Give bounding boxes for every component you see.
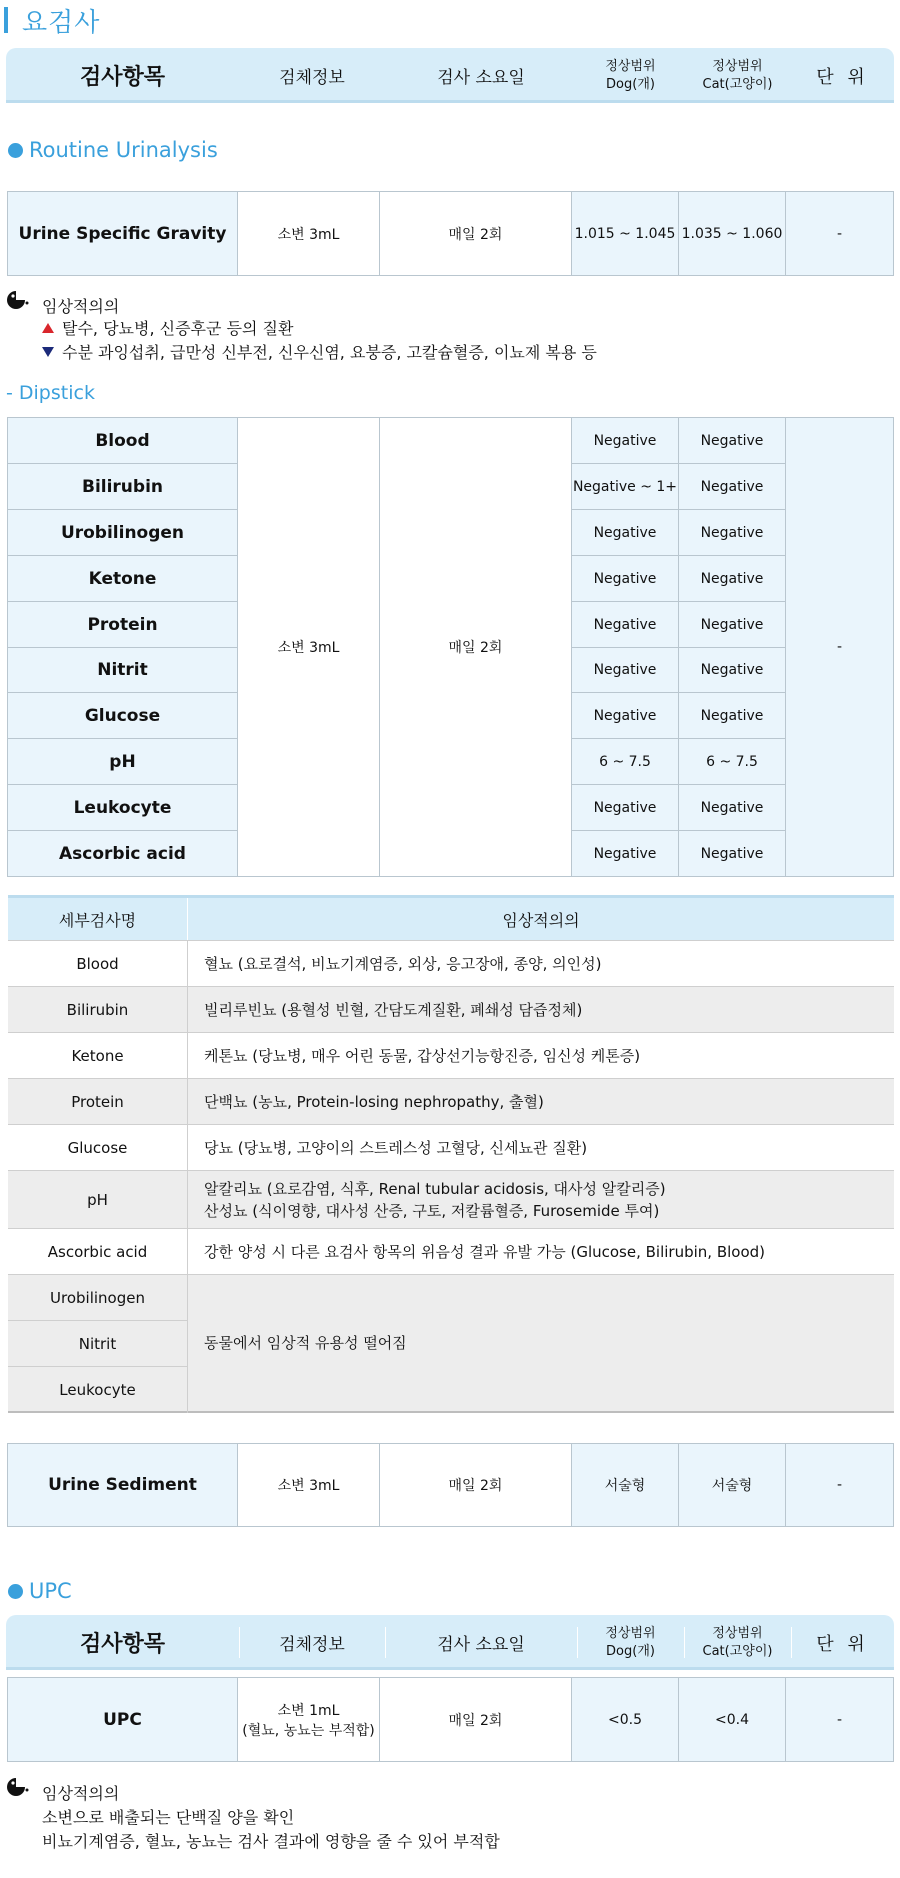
detail-group-name: Nitrit: [8, 1321, 188, 1367]
detail-row-text: 케톤뇨 (당뇨병, 매우 어린 동물, 갑상선기능항진증, 임신성 케톤증): [204, 1046, 641, 1065]
detail-header: [8, 895, 894, 941]
detail-row-text: 강한 양성 시 다른 요검사 항목의 위음성 결과 유발 가능 (Glucose, Bilirubin, Blood): [204, 1242, 766, 1261]
header-dog: [577, 1615, 684, 1670]
detail-row-text: 알칼리뇨 (요로감염, 식후, Renal tubular acidosis, 대사성 알칼리증): [204, 1179, 666, 1198]
detail-row-meaning: [204, 941, 886, 986]
header-cat-line2: Cat(고양이): [702, 1643, 773, 1659]
detail-row: [8, 941, 894, 987]
title-accent-bar: [4, 7, 8, 33]
header-cat: [684, 1615, 791, 1670]
detail-row: [8, 987, 894, 1033]
upc-table-header: [6, 1615, 894, 1670]
dipstick-test-name: Urobilinogen: [8, 510, 238, 556]
dipstick-test-name: Glucose: [8, 693, 238, 739]
range-dog: 1.015 ~ 1.045: [572, 192, 679, 276]
header-sample: 검체정보: [279, 68, 345, 88]
upc-table: [7, 1677, 894, 1762]
header-item: 검사항목: [79, 1632, 165, 1657]
upc-name: UPC: [8, 1678, 238, 1762]
upc-dog: <0.5: [572, 1678, 679, 1762]
dipstick-unit: -: [786, 418, 894, 877]
turnaround-days: 매일 2회: [380, 192, 572, 276]
detail-row-name: Blood: [8, 941, 188, 986]
detail-table: [8, 895, 894, 1415]
upc-unit: -: [786, 1678, 894, 1762]
dipstick-range-cat: Negative: [679, 602, 786, 648]
pacman-note-icon: [6, 1777, 30, 1797]
detail-group-text-line: 동물에서 임상적 유용성 떨어짐: [204, 1334, 407, 1352]
dipstick-range-dog: Negative: [572, 556, 679, 602]
dipstick-range-dog: Negative: [572, 693, 679, 739]
detail-row-text: 당뇨 (당뇨병, 고양이의 스트레스성 고혈당, 신세뇨관 질환): [204, 1138, 588, 1157]
note-decrease: [42, 340, 597, 363]
header-unit: 단 위: [816, 1633, 869, 1655]
clinical-note-routine: [6, 290, 30, 314]
unit: -: [786, 192, 894, 276]
dipstick-range-cat: Negative: [679, 418, 786, 464]
detail-row-text: 빌리루빈뇨 (용혈성 빈혈, 간담도계질환, 폐쇄성 담즙정체): [204, 1000, 583, 1019]
section-upc-title: UPC: [29, 1579, 72, 1603]
upc-sample-line2: (혈뇨, 농뇨는 부적합): [242, 1722, 375, 1739]
note-increase: [42, 316, 293, 339]
detail-row-meaning: [204, 1033, 886, 1078]
upc-days: 매일 2회: [380, 1678, 572, 1762]
header-dog-line2: Dog(개): [606, 1643, 655, 1659]
detail-row-name: pH: [8, 1171, 188, 1228]
header-days: 검사 소요일: [437, 68, 525, 88]
section-dipstick: - Dipstick: [6, 382, 95, 404]
dipstick-range-cat: Negative: [679, 831, 786, 877]
detail-header-name: 세부검사명: [8, 898, 188, 940]
header-dog-line1: 정상범위: [605, 58, 656, 74]
header-item: 검사항목: [79, 65, 165, 90]
header-underline: [6, 1667, 894, 1670]
upc-sample: [238, 1678, 380, 1762]
detail-row-meaning: [204, 987, 886, 1032]
upc-note-line2: 비뇨기계염증, 혈뇨, 농뇨는 검사 결과에 영향을 줄 수 있어 부적합: [42, 1832, 500, 1851]
header-underline: [6, 100, 894, 103]
page-title: [4, 0, 100, 40]
header-unit: 단 위: [816, 66, 869, 88]
header-cat-line1: 정상범위: [712, 58, 763, 74]
dipstick-range-dog: Negative: [572, 418, 679, 464]
upc-note-line1: 소변으로 배출되는 단백질 양을 확인: [42, 1808, 295, 1827]
sediment-table: [7, 1443, 894, 1527]
note-title: 임상적의의: [42, 297, 120, 316]
dipstick-range-dog: Negative: [572, 510, 679, 556]
sediment-cat: 서술형: [679, 1444, 786, 1527]
decrease-arrow-icon: [42, 347, 54, 357]
dipstick-range-dog: 6 ~ 7.5: [572, 739, 679, 785]
section-routine-urinalysis: [8, 137, 218, 163]
detail-row-text: 단백뇨 (농뇨, Protein-losing nephropathy, 출혈): [204, 1092, 544, 1111]
test-name: Urine Specific Gravity: [8, 192, 238, 276]
dipstick-sample: 소변 3mL: [238, 418, 380, 877]
dipstick-test-name: Leukocyte: [8, 785, 238, 831]
detail-group-text: [204, 1275, 886, 1411]
detail-row: [8, 1033, 894, 1079]
page-title-text: 요검사: [22, 7, 101, 38]
header-cat-line1: 정상범위: [712, 1625, 763, 1641]
dipstick-range-dog: Negative: [572, 602, 679, 648]
section-upc: [8, 1578, 72, 1604]
detail-row: [8, 1171, 894, 1229]
detail-group-row: [8, 1275, 894, 1413]
header-cat-line2: Cat(고양이): [702, 76, 773, 92]
header-cat: [684, 48, 791, 103]
bullet-dot-icon: [8, 1584, 23, 1599]
dipstick-days: 매일 2회: [380, 418, 572, 877]
detail-row-name: Bilirubin: [8, 987, 188, 1032]
pacman-note-icon: [6, 290, 30, 310]
dipstick-range-dog: Negative: [572, 831, 679, 877]
detail-row-name: Ketone: [8, 1033, 188, 1078]
header-dog-line1: 정상범위: [605, 1625, 656, 1641]
detail-row-meaning: [204, 1125, 886, 1170]
dipstick-test-name: Nitrit: [8, 648, 238, 693]
clinical-note-upc: [6, 1777, 30, 1801]
detail-row-meaning: [204, 1171, 886, 1228]
upc-sample-line1: 소변 1mL: [277, 1702, 340, 1719]
header-dog: [577, 48, 684, 103]
dipstick-test-name: pH: [8, 739, 238, 785]
header-sample: 검체정보: [279, 1635, 345, 1655]
detail-group-name: Urobilinogen: [8, 1275, 188, 1321]
dipstick-range-cat: Negative: [679, 464, 786, 510]
dipstick-range-dog: Negative: [572, 648, 679, 693]
dipstick-range-cat: Negative: [679, 556, 786, 602]
detail-row-text2: 산성뇨 (식이영향, 대사성 산증, 구토, 저칼륨혈증, Furosemide 투여): [204, 1201, 660, 1220]
section-routine-title: Routine Urinalysis: [29, 138, 218, 162]
detail-header-meaning: 임상적의의: [502, 910, 580, 930]
sediment-dog: 서술형: [572, 1444, 679, 1527]
detail-row: [8, 1229, 894, 1275]
sediment-name: Urine Sediment: [8, 1444, 238, 1527]
dipstick-table: [7, 417, 894, 877]
dipstick-range-cat: 6 ~ 7.5: [679, 739, 786, 785]
detail-row-text: 혈뇨 (요로결석, 비뇨기계염증, 외상, 응고장애, 종양, 의인성): [204, 954, 602, 973]
dipstick-range-cat: Negative: [679, 510, 786, 556]
table-header: [6, 48, 894, 103]
note-increase-text: 탈수, 당뇨병, 신증후군 등의 질환: [62, 319, 294, 338]
dipstick-test-name: Ascorbic acid: [8, 831, 238, 877]
detail-row-name: Ascorbic acid: [8, 1229, 188, 1274]
detail-row: [8, 1079, 894, 1125]
dipstick-range-cat: Negative: [679, 785, 786, 831]
sample-info: 소변 3mL: [238, 192, 380, 276]
detail-row-meaning: [204, 1079, 886, 1124]
sediment-sample: 소변 3mL: [238, 1444, 380, 1527]
upc-cat: <0.4: [679, 1678, 786, 1762]
dipstick-test-name: Ketone: [8, 556, 238, 602]
note-decrease-text: 수분 과잉섭취, 급만성 신부전, 신우신염, 요붕증, 고칼슘혈증, 이뇨제 복용 등: [62, 343, 597, 362]
upc-note-title: 임상적의의: [42, 1784, 120, 1803]
dipstick-range-cat: Negative: [679, 648, 786, 693]
dipstick-range-dog: Negative ~ 1+: [572, 464, 679, 510]
increase-arrow-icon: [42, 323, 54, 333]
detail-row: [8, 1125, 894, 1171]
sediment-days: 매일 2회: [380, 1444, 572, 1527]
routine-table: [7, 191, 894, 276]
range-cat: 1.035 ~ 1.060: [679, 192, 786, 276]
dipstick-range-cat: Negative: [679, 693, 786, 739]
dipstick-test-name: Blood: [8, 418, 238, 464]
dipstick-range-dog: Negative: [572, 785, 679, 831]
bullet-dot-icon: [8, 143, 23, 158]
header-days: 검사 소요일: [437, 1635, 525, 1655]
dipstick-test-name: Protein: [8, 602, 238, 648]
detail-row-name: Protein: [8, 1079, 188, 1124]
detail-row-meaning: [204, 1229, 886, 1274]
detail-group-name: Leukocyte: [8, 1367, 188, 1413]
sediment-unit: -: [786, 1444, 894, 1527]
detail-row-name: Glucose: [8, 1125, 188, 1170]
dipstick-test-name: Bilirubin: [8, 464, 238, 510]
header-dog-line2: Dog(개): [606, 76, 655, 92]
